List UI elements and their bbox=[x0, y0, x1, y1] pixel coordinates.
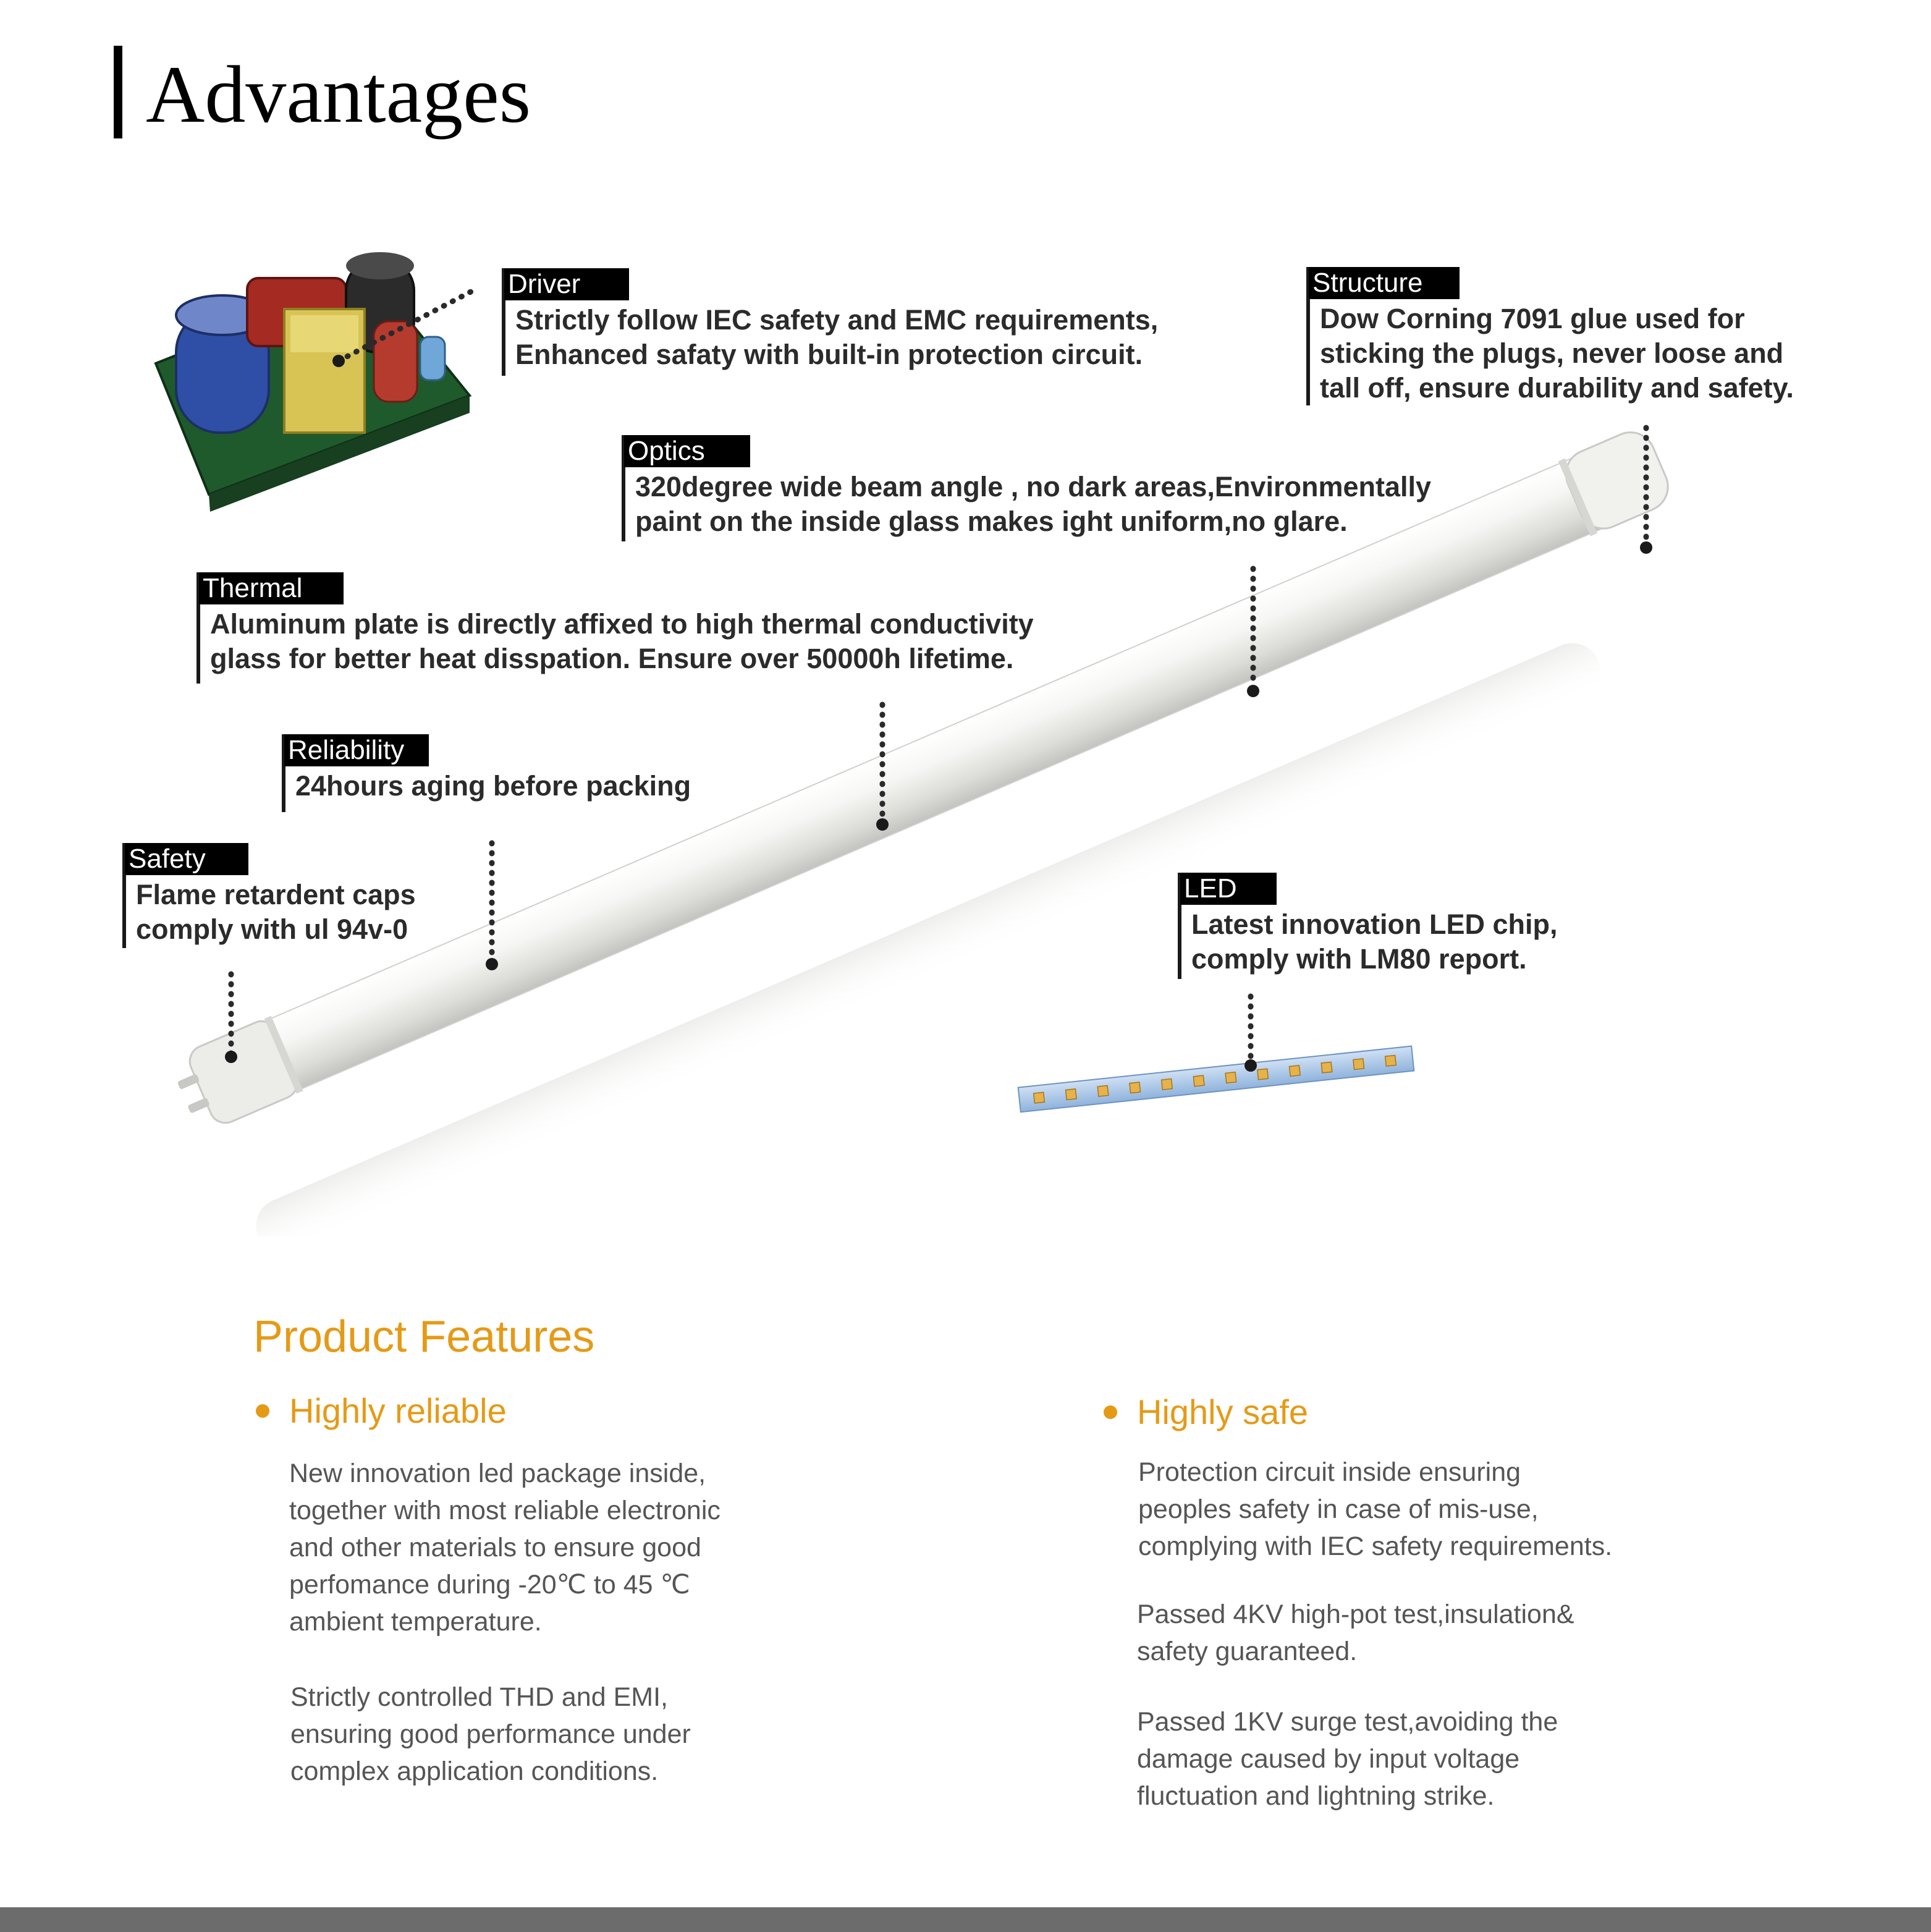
paragraph-line: and other materials to ensure good bbox=[289, 1533, 701, 1562]
callout-label: Reliability bbox=[284, 734, 429, 766]
callout-text bbox=[210, 607, 1034, 676]
paragraph-line: together with most reliable electronic bbox=[289, 1496, 720, 1525]
paragraph-line: New innovation led package inside, bbox=[289, 1459, 706, 1488]
feature-paragraph bbox=[289, 1455, 720, 1640]
paragraph-line: ambient temperature. bbox=[289, 1607, 542, 1637]
callout-line: comply with ul 94v-0 bbox=[136, 913, 408, 945]
feature-title-safe: Highly safe bbox=[1137, 1392, 1309, 1431]
feature-paragraph bbox=[1138, 1454, 1612, 1565]
callout-line: glass for better heat disspation. Ensure over 50000h lifetime. bbox=[210, 643, 1014, 674]
paragraph-line: Passed 4KV high-pot test,insulation& bbox=[1137, 1599, 1574, 1629]
paragraph-line: peoples safety in case of mis-use, bbox=[1138, 1494, 1539, 1524]
footer-bar bbox=[0, 1907, 1931, 1932]
callout-line: comply with LM80 report. bbox=[1191, 943, 1527, 975]
callout-line: Dow Corning 7091 glue used for bbox=[1320, 303, 1745, 334]
paragraph-line: safety guaranteed. bbox=[1137, 1637, 1358, 1666]
bullet-icon bbox=[1104, 1405, 1117, 1419]
callout-line: Strictly follow IEC safety and EMC requirements, bbox=[515, 304, 1159, 336]
callout-label: Structure bbox=[1309, 267, 1460, 299]
page-title: Advantages bbox=[146, 49, 531, 140]
feature-title-reliable: Highly reliable bbox=[289, 1391, 507, 1430]
paragraph-line: Strictly controlled THD and EMI, bbox=[290, 1682, 668, 1712]
bullet-icon bbox=[256, 1404, 269, 1418]
paragraph-line: complex application conditions. bbox=[290, 1756, 659, 1786]
paragraph-line: fluctuation and lightning strike. bbox=[1137, 1781, 1495, 1811]
feature-paragraph bbox=[1137, 1596, 1574, 1670]
callout-label: Driver bbox=[504, 268, 629, 300]
callout-label: Thermal bbox=[199, 572, 344, 604]
feature-paragraph bbox=[290, 1679, 691, 1790]
callout-label: Optics bbox=[624, 435, 750, 467]
paragraph-line: Protection circuit inside ensuring bbox=[1138, 1457, 1521, 1487]
driver-board bbox=[156, 252, 470, 512]
feature-paragraph bbox=[1137, 1703, 1558, 1815]
paragraph-line: damage caused by input voltage bbox=[1137, 1744, 1520, 1774]
paragraph-line: complying with IEC safety requirements. bbox=[1138, 1532, 1613, 1561]
led-strip bbox=[1018, 1046, 1414, 1112]
callout-line: Latest innovation LED chip, bbox=[1191, 909, 1558, 940]
callout-line: 320degree wide beam angle , no dark areas,Environmentally bbox=[635, 471, 1432, 502]
callout-line: sticking the plugs, never loose and bbox=[1320, 337, 1784, 369]
paragraph-line: Passed 1KV surge test,avoiding the bbox=[1137, 1707, 1558, 1737]
paragraph-line: perfomance during -20℃ to 45 ℃ bbox=[289, 1570, 690, 1599]
callout-line: Flame retardent caps bbox=[136, 879, 416, 910]
callout-text bbox=[136, 878, 416, 947]
callout-line: Aluminum plate is directly affixed to high thermal conductivity bbox=[210, 608, 1034, 640]
callout-text bbox=[515, 303, 1158, 372]
callout-text bbox=[1320, 302, 1794, 405]
callout-label: LED bbox=[1180, 873, 1277, 905]
callout-text bbox=[635, 470, 1431, 539]
callout-line: tall off, ensure durability and safety. bbox=[1320, 372, 1794, 404]
callout-line: 24hours aging before packing bbox=[295, 770, 691, 802]
callout-label: Safety bbox=[125, 843, 248, 875]
callout-line: Enhanced safaty with built-in protection circuit. bbox=[515, 339, 1143, 370]
features-heading: Product Features bbox=[253, 1312, 595, 1362]
callout-line: paint on the inside glass makes ight uniform,no glare. bbox=[635, 506, 1348, 537]
callout-text bbox=[1191, 907, 1558, 977]
callout-text bbox=[295, 769, 691, 803]
paragraph-line: ensuring good performance under bbox=[290, 1719, 691, 1749]
